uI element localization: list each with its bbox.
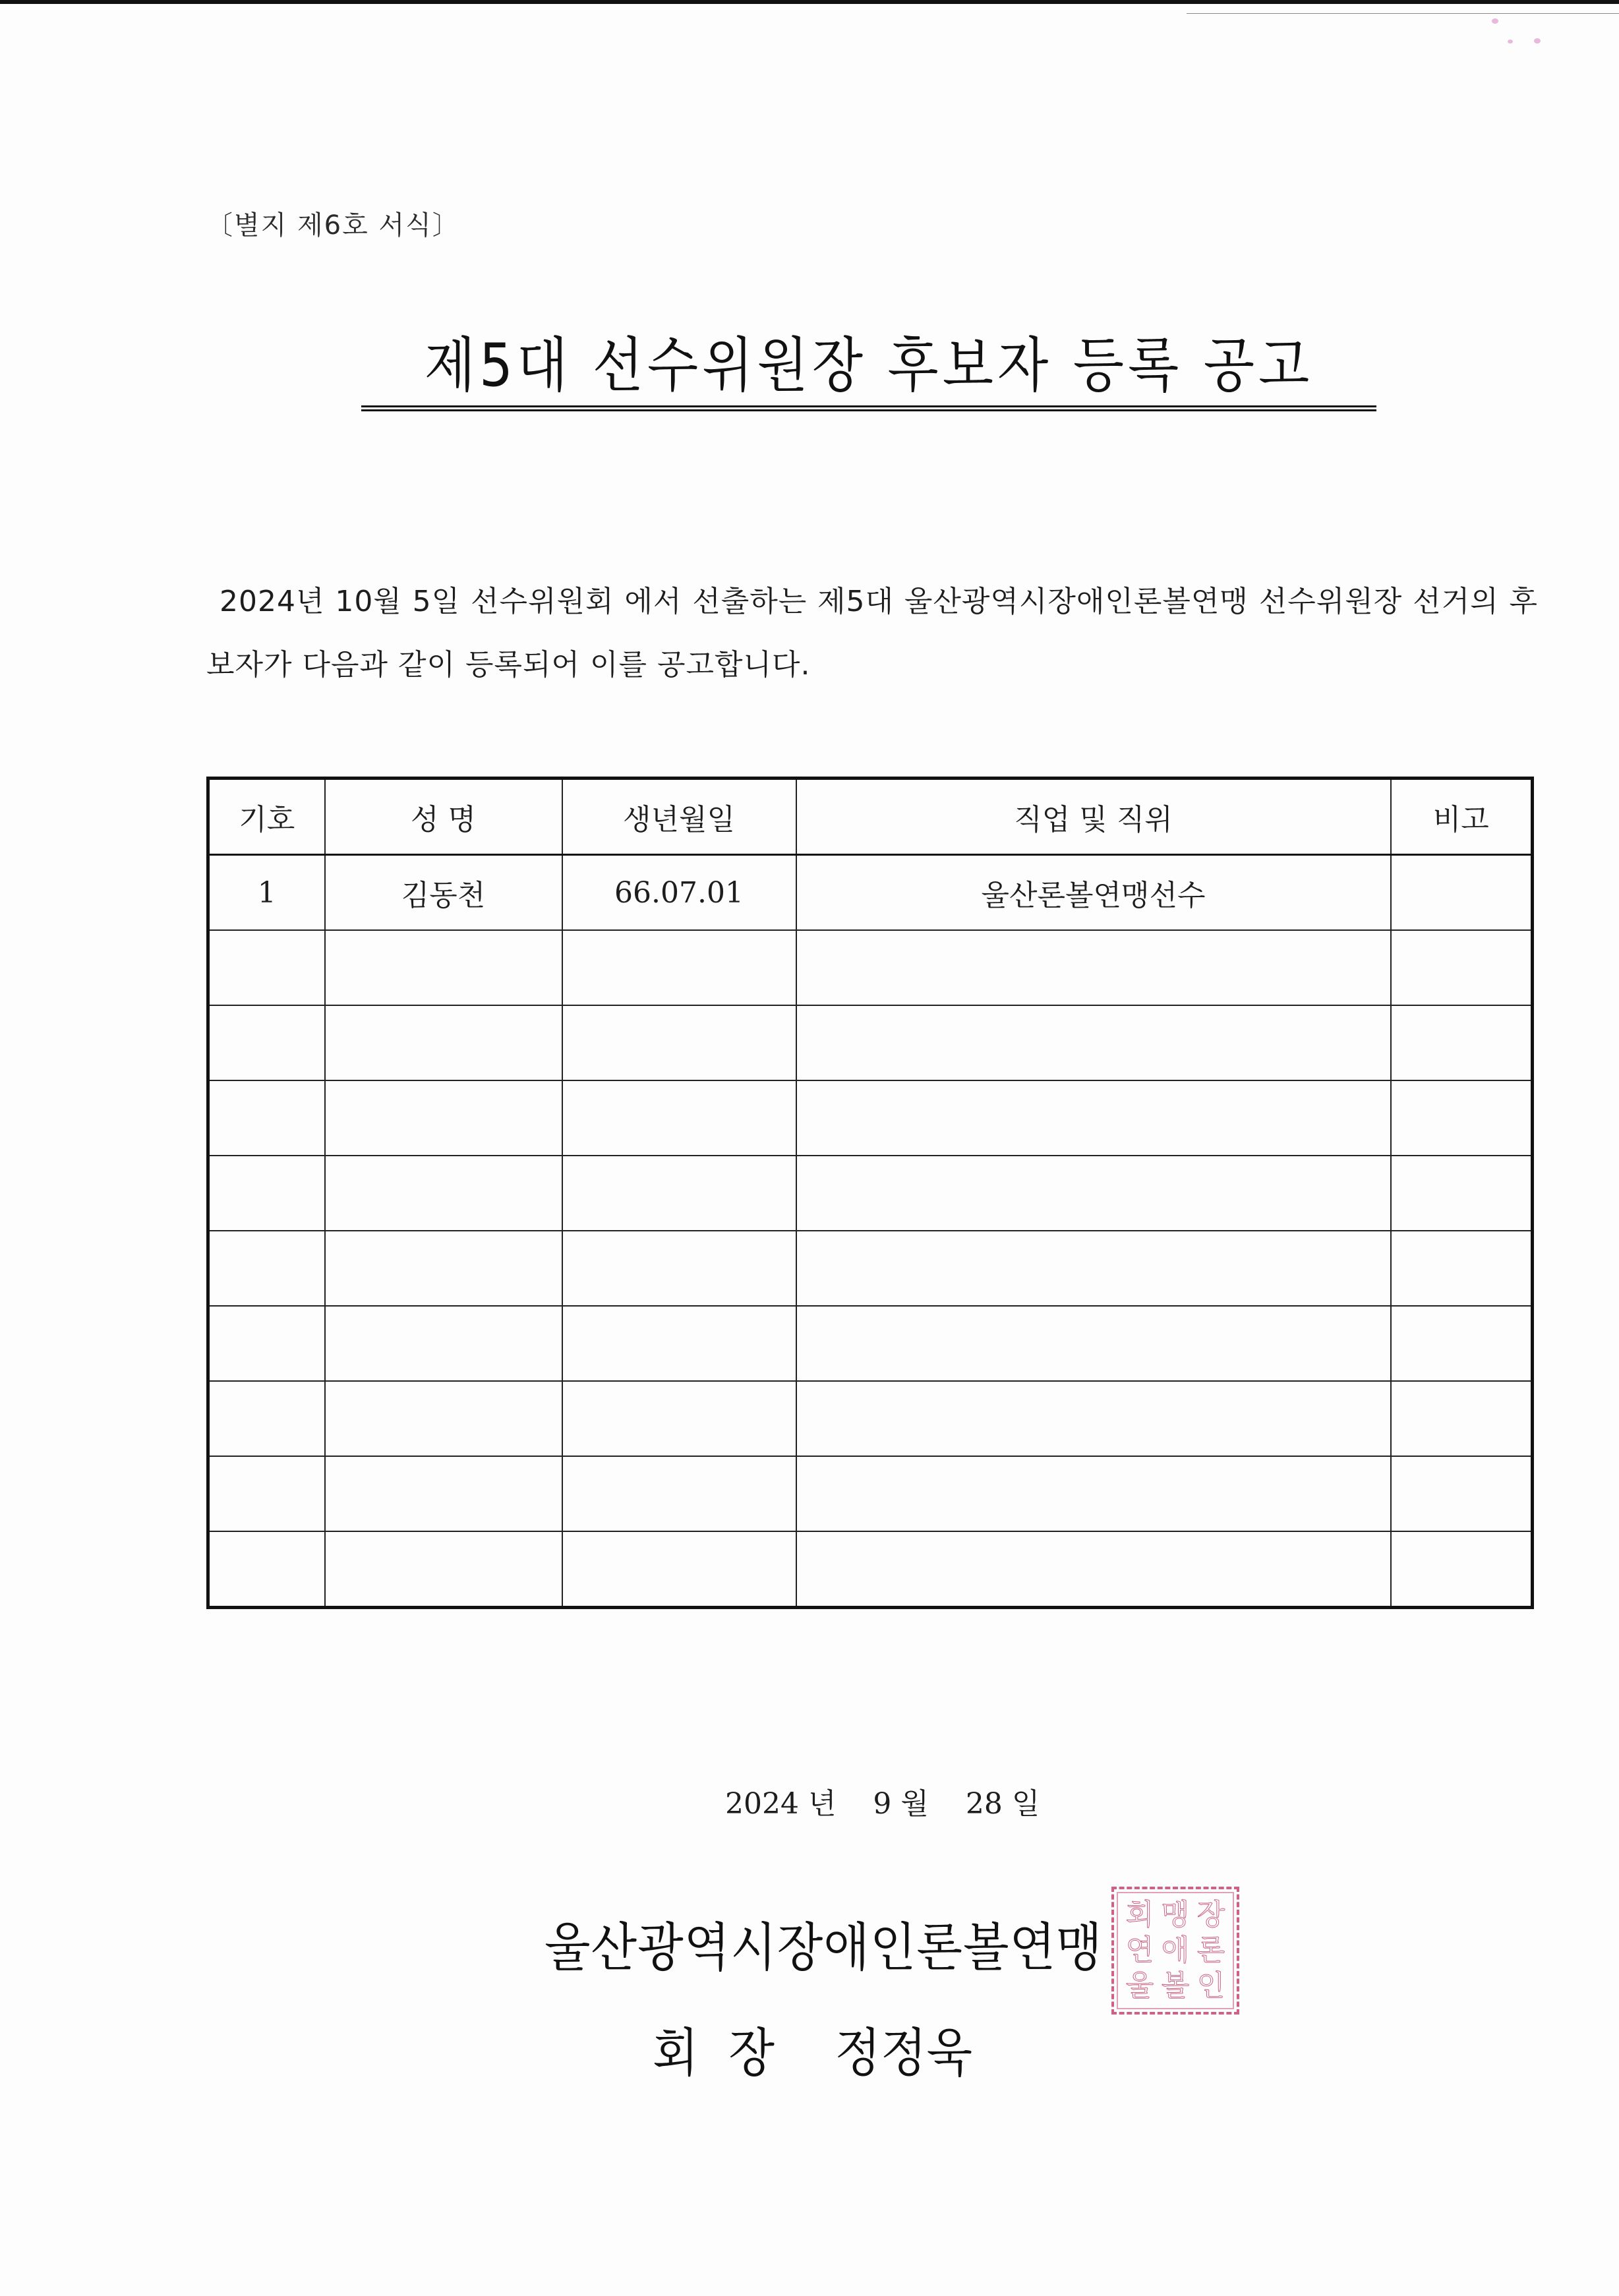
cell-birthdate: 66.07.01: [562, 855, 796, 931]
table-row: [208, 1231, 1533, 1306]
cell-remarks: [1391, 855, 1533, 931]
organization-name: 울산광역시장애인론볼연맹: [545, 1916, 1103, 1978]
cell-name: [325, 1156, 562, 1231]
seal-char: 볼: [1161, 1969, 1190, 2003]
ink-speck: [1508, 40, 1513, 44]
header-remarks: 비고: [1391, 779, 1533, 855]
table-row: [208, 1381, 1533, 1456]
cell-remarks: [1391, 1306, 1533, 1381]
cell-occupation: [796, 1080, 1391, 1156]
header-number: 기호: [208, 779, 325, 855]
cell-birthdate: [562, 1231, 796, 1306]
cell-name: [325, 1080, 562, 1156]
cell-birthdate: [562, 1531, 796, 1608]
cell-remarks: [1391, 930, 1533, 1005]
cell-occupation: [796, 1531, 1391, 1608]
cell-name: [325, 1531, 562, 1608]
cell-occupation: [796, 1005, 1391, 1080]
cell-occupation: [796, 1381, 1391, 1456]
announcement-text: 2024년 10월 5일 선수위원회 에서 선출하는 제5대 울산광역시장애인론볼연맹 선수위원장 선거의 후보자가 다음과 같이 등록되어 이를 공고합니다.: [206, 585, 1538, 682]
cell-remarks: [1391, 1531, 1533, 1608]
cell-occupation: 울산론볼연맹선수: [796, 855, 1391, 931]
cell-remarks: [1391, 1080, 1533, 1156]
seal-char: 론: [1196, 1933, 1225, 1967]
cell-birthdate: [562, 1080, 796, 1156]
cell-name: 김동천: [325, 855, 562, 931]
cell-number: [208, 1531, 325, 1608]
cell-number: [208, 1456, 325, 1531]
cell-occupation: [796, 1456, 1391, 1531]
cell-occupation: [796, 1306, 1391, 1381]
official-seal-stamp: [1111, 1887, 1239, 2015]
candidate-table: [206, 777, 1534, 1609]
announcement-date: 2024 년 9 월 28 일: [725, 1787, 1040, 1821]
cell-occupation: [796, 1156, 1391, 1231]
cell-occupation: [796, 930, 1391, 1005]
table-row: [208, 855, 1533, 931]
cell-birthdate: [562, 1156, 796, 1231]
header-occupation: 직업 및 직위: [796, 779, 1391, 855]
cell-remarks: [1391, 1156, 1533, 1231]
cell-name: [325, 1231, 562, 1306]
page-title: 제5대 선수위원장 후보자 등록 공고: [424, 331, 1314, 400]
cell-name: [325, 1456, 562, 1531]
cell-name: [325, 1005, 562, 1080]
table-row: [208, 1080, 1533, 1156]
cell-birthdate: [562, 930, 796, 1005]
cell-remarks: [1391, 1381, 1533, 1456]
cell-name: [325, 1381, 562, 1456]
seal-char: 인: [1196, 1969, 1225, 2003]
cell-number: [208, 1231, 325, 1306]
cell-number: 1: [208, 855, 325, 931]
cell-number: [208, 1005, 325, 1080]
cell-occupation: [796, 1231, 1391, 1306]
cell-birthdate: [562, 1456, 796, 1531]
cell-name: [325, 930, 562, 1005]
cell-number: [208, 1381, 325, 1456]
ink-speck: [1534, 38, 1541, 44]
seal-char: 연: [1125, 1933, 1154, 1967]
table-row: [208, 1156, 1533, 1231]
cell-name: [325, 1306, 562, 1381]
cell-remarks: [1391, 1231, 1533, 1306]
cell-birthdate: [562, 1381, 796, 1456]
cell-remarks: [1391, 1005, 1533, 1080]
seal-char: 맹: [1161, 1898, 1190, 1931]
cell-remarks: [1391, 1456, 1533, 1531]
cell-number: [208, 1306, 325, 1381]
table-row: [208, 1005, 1533, 1080]
cell-number: [208, 1156, 325, 1231]
table-row: [208, 1531, 1533, 1608]
signatory-line: 회 장 정정욱: [653, 2022, 973, 2083]
cell-birthdate: [562, 1005, 796, 1080]
table-row: [208, 1306, 1533, 1381]
table-row: [208, 1456, 1533, 1531]
cell-number: [208, 930, 325, 1005]
table-row: [208, 930, 1533, 1005]
cell-birthdate: [562, 1306, 796, 1381]
scan-top-edge: [0, 0, 1619, 4]
header-birthdate: 생년월일: [562, 779, 796, 855]
seal-char: 장: [1196, 1898, 1225, 1931]
scan-edge-line: [1187, 13, 1619, 14]
seal-char: 애: [1161, 1933, 1190, 1967]
title-block: [361, 333, 1376, 399]
seal-char: 회: [1125, 1898, 1154, 1931]
cell-number: [208, 1080, 325, 1156]
table-header-row: [208, 779, 1533, 855]
title-double-underline: [361, 405, 1376, 407]
ink-speck: [1492, 18, 1498, 24]
seal-char: 울: [1125, 1969, 1154, 2003]
header-name: 성 명: [325, 779, 562, 855]
form-label: 〔별지 제6호 서식〕: [206, 210, 460, 241]
